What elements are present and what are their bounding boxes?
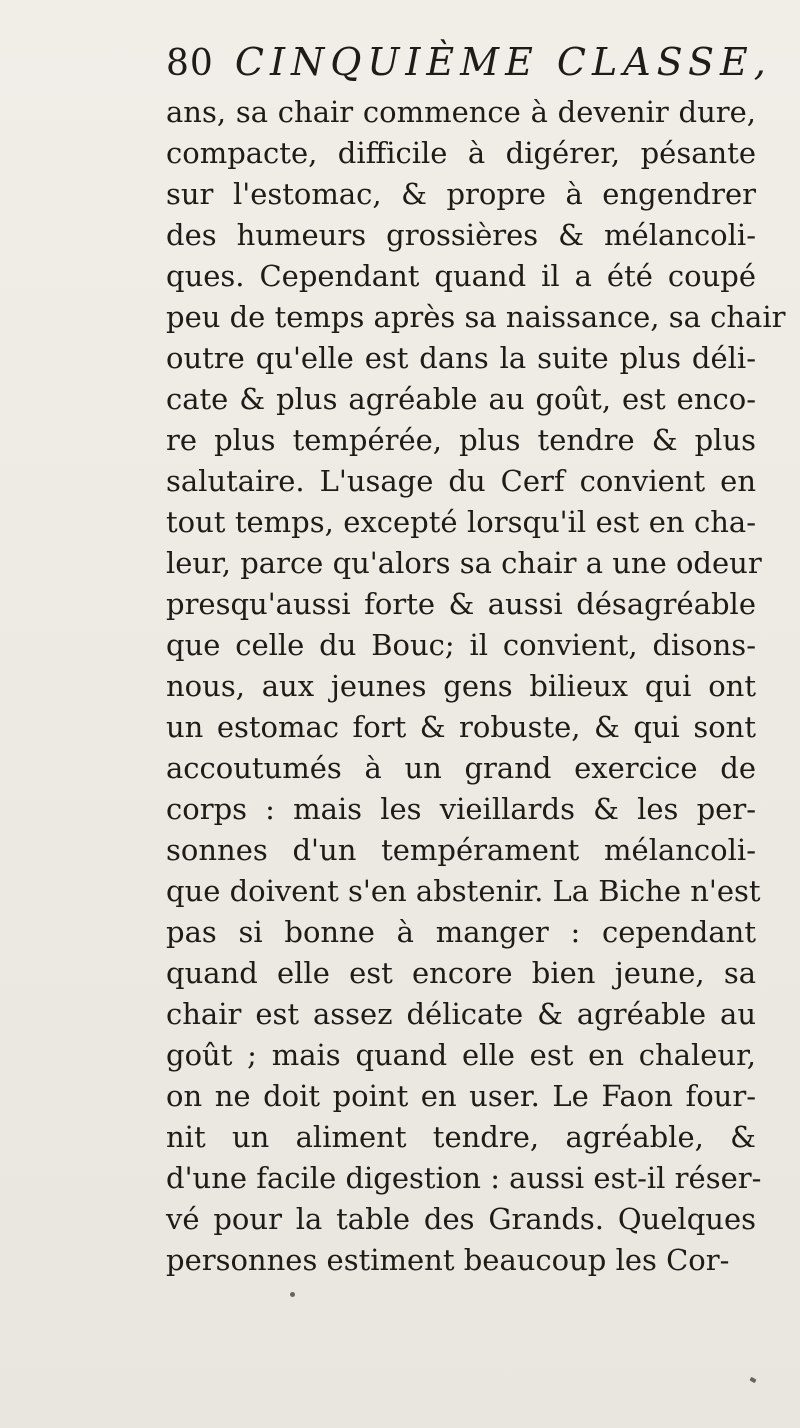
text-line: peu de temps après sa naissance, sa chair xyxy=(166,300,786,334)
text-line: que doivent s'en abstenir. La Biche n'est xyxy=(166,874,761,908)
text-line: un estomac fort & robuste, & qui sont xyxy=(166,710,756,744)
text-line: compacte, difficile à digérer, pésante xyxy=(166,136,756,170)
text-line: corps : mais les vieillards & les per- xyxy=(166,792,756,826)
text-line: accoutumés à un grand exercice de xyxy=(166,751,756,785)
running-head: CINQUIÈME CLASSE, xyxy=(234,40,772,84)
text-line: nit un aliment tendre, agréable, & xyxy=(166,1120,756,1154)
text-line: d'une facile digestion : aussi est-il réser- xyxy=(166,1161,762,1195)
text-line: presqu'aussi forte & aussi désagréable xyxy=(166,587,756,621)
text-line: salutaire. L'usage du Cerf convient en xyxy=(166,464,756,498)
text-line: goût ; mais quand elle est en chaleur, xyxy=(166,1038,756,1072)
page-number: 80 xyxy=(166,43,214,84)
text-line: ques. Cependant quand il a été coupé xyxy=(166,259,756,293)
text-line: nous, aux jeunes gens bilieux qui ont xyxy=(166,669,756,703)
text-line: leur, parce qu'alors sa chair a une odeur xyxy=(166,546,762,580)
text-line: vé pour la table des Grands. Quelques xyxy=(166,1202,756,1236)
text-line: re plus tempérée, plus tendre & plus xyxy=(166,423,756,457)
text-line: cate & plus agréable au goût, est enco- xyxy=(166,382,756,416)
text-line: personnes estiment beaucoup les Cor- xyxy=(166,1243,730,1277)
paper-speck xyxy=(749,1377,756,1383)
text-line: des humeurs grossières & mélancoli- xyxy=(166,218,756,252)
text-line: on ne doit point en user. Le Faon four- xyxy=(166,1079,756,1113)
text-line: quand elle est encore bien jeune, sa xyxy=(166,956,756,990)
paper-speck xyxy=(290,1292,295,1297)
page-header xyxy=(166,40,772,98)
text-line: chair est assez délicate & agréable au xyxy=(166,997,756,1031)
text-line: sonnes d'un tempérament mélancoli- xyxy=(166,833,756,867)
text-line: pas si bonne à manger : cependant xyxy=(166,915,756,949)
text-line: ans, sa chair commence à devenir dure, xyxy=(166,95,756,129)
text-line: tout temps, excepté lorsqu'il est en cha- xyxy=(166,505,756,539)
body-text xyxy=(166,92,786,1281)
text-line: que celle du Bouc; il convient, disons- xyxy=(166,628,756,662)
text-line: outre qu'elle est dans la suite plus déli- xyxy=(166,341,756,375)
text-line: sur l'estomac, & propre à engendrer xyxy=(166,177,756,211)
